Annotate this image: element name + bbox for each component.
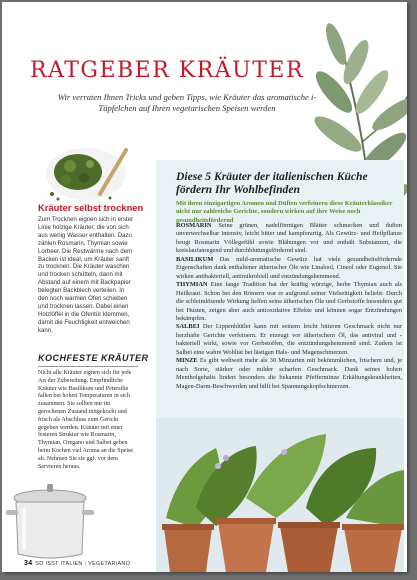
- dried-herbs-bowl-illustration: [40, 144, 132, 206]
- koch-divider: [38, 366, 138, 367]
- page-title: RATGEBER KRÄUTER: [29, 58, 305, 83]
- herb-name: SALBEI: [176, 323, 200, 331]
- koch-heading: KOCHFESTE KRÄUTER: [38, 353, 149, 363]
- herb-name: ROSMARIN: [176, 222, 212, 229]
- herb-description: Es gibt weltweit mehr als 30 Minzarten mit bekömmlichen, frischem und, je nach Sorte, stärker oder milder scharfen Geschmack. Dank seines hohen Mentholgehalts lindert besonders die bekannte Pfefferminze Erkältungskrankheiten, Magen-Darm-Beschwerden und hilft bei Spannungskopfschmerzen.: [176, 357, 402, 390]
- herb-entry: [176, 357, 402, 389]
- intro-text: Wir verraten Ihnen Tricks und geben Tipps, wie Kräuter das aromatische i-Tüpfelchen auf Ihren vegetarischen Speisen werden: [57, 92, 317, 113]
- herb-name: BASILIKUM: [176, 255, 214, 263]
- sidebar-text: Zum Trocknen eignen sich in erster Linie holzige Kräuter, die von sich aus wenig Wasser enthalten. Dazu zählen Rosmarin, Thymian sowie Lorbeer. Die Restwärme nach dem Backen ist ideal, um Kräuter sanft zu trocknen. Die Kräuter waschen und trocken schütteln, dann mit Abstand auf einem mit Backpapier belegten Backblech verteilen. In den noch warmen Ofen schieben und trocknen lassen. Dabei einen Holzlöffel in die Ofentür klemmen, damit die Feuchtigkeit entweichen kann.: [38, 216, 134, 334]
- herb-entry: [176, 281, 402, 322]
- herb-name: MINZE: [176, 357, 198, 365]
- herb-entry: [176, 323, 402, 355]
- herbs-info-box: [156, 160, 404, 572]
- page-footer: [24, 560, 130, 567]
- magazine-name: SO ISST ITALIEN: [35, 561, 83, 567]
- herb-description: Das mild-aromatische Gewürz hat viele gesundheitsfördernde Eigenschaften dank enthaltener ätherischer Öle wie Linalool, Cineol oder Eugenol. Sie wirken antibakteriell, antimikrobiell und entzündungshemmend.: [176, 255, 402, 280]
- herb-entries: [176, 222, 402, 391]
- page-number: 34: [24, 560, 33, 567]
- box-subheading: Mit ihren einzigartigen Aromen und Düften verfeinern diese Kräuterklassiker nicht nur zahlreiche Gerichte, sondern wirken auf ihre Weise noch gesundheitsfördernd: [176, 200, 393, 224]
- magazine-page: [2, 2, 407, 572]
- herb-name: THYMIAN: [176, 281, 208, 289]
- koch-text: Nicht alle Kräuter eignen sich für jede Art der Zubereitung. Empfindliche Kräuter wie Basilikum und Petersilie fallen bei hohen Temperaturen in sich zusammen. Sie sollten nur im gerochenen Zustand mitgekocht und frisch als Abschluss zum Gericht gegeben werden. Kräuter mit einer festeren Struktur wie Rosmarin, Thymian, Oregano und Salbei geben beim Kochen viel Aroma an die Speise ab. Nehmen Sie sie ggf. vor dem Servieren heraus.: [38, 370, 134, 470]
- sidebar-heading: Kräuter selbst trocknen: [38, 202, 144, 213]
- herb-entry: [176, 222, 402, 254]
- box-heading: Diese 5 Kräuter der italienischen Küche fördern Ihr Wohlbefinden: [176, 170, 368, 196]
- potted-herbs-photo: [156, 418, 404, 572]
- herb-description: Seine grünen, nadelförmigen Blätter schmecken und duften unverwechselbar intensiv, leicht bitter und kampferartig. Als Gewürz- und Heilpflanze beugt Rosmarin Völlegefühl sowie Blähungen vor und enthält Substanzen, die kreislaufanregend und durchblutungsfördernd sind.: [176, 222, 402, 255]
- herb-description: Der Lippenblütler kann mit seinem leicht bitteren Geschmack nicht nur herzhafte Gerichte verfeinern. Er erzeugt vor ätherischem Öl, das antiviral und -bakteriell wirkt, sowie vor Gerbstoffen, die entzündungshemmend sind. Zudem ist Salbei eine wahre Wohltat bei lästigen Hals- und Magenschmerzen.: [176, 323, 402, 356]
- herb-entry: [176, 256, 402, 280]
- herb-description: Eine lange Tradition hat der kräftig würzige, herbe Thymian auch als Heilkraut. Schon bei den Römern war er aufgrund seiner Vielseitigkeit beliebt: Durch die schleimlösende Wirkung helfen seine ätherischen Öle und Gerbstoffe besonders gut bei Husten, zeigen aber auch antioxidative Effekte und können sogar Entzündungen bekämpfen.: [176, 281, 402, 322]
- footer-separator: |: [84, 561, 87, 567]
- section-name: VEGETARIANO: [88, 561, 131, 567]
- cooking-pot-illustration: [4, 480, 96, 562]
